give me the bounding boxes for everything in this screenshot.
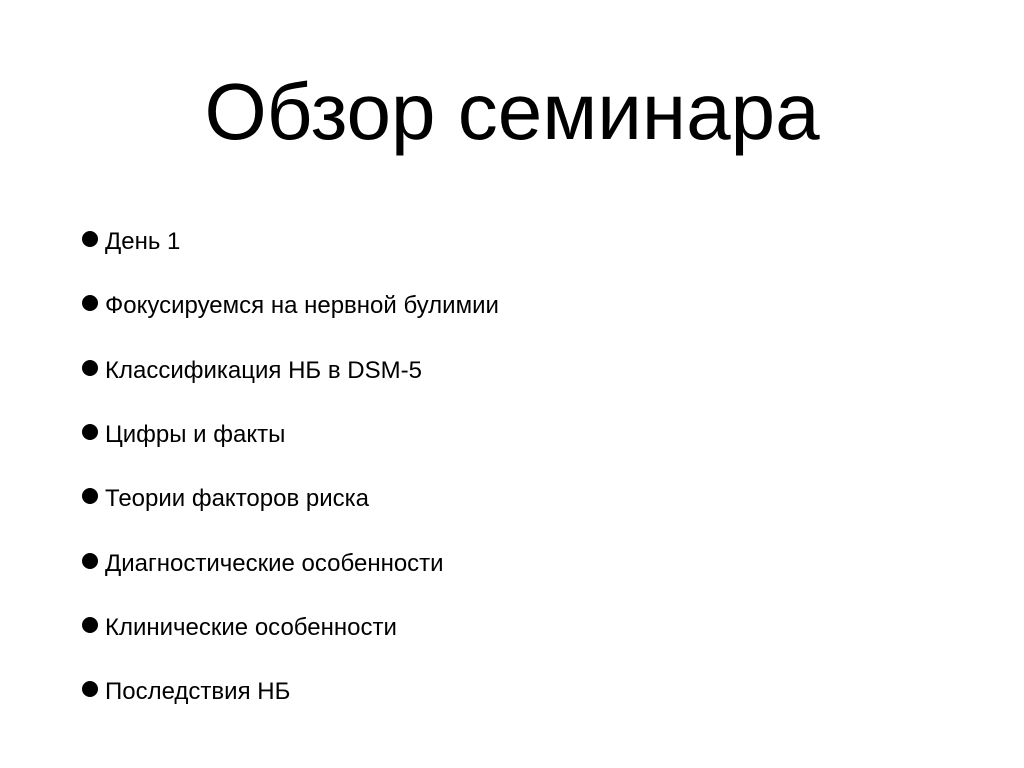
bullet-dot-icon [82,231,98,247]
list-item [82,403,499,467]
bullet-dot-icon [82,681,98,697]
bullet-dot-icon [82,553,98,569]
bullet-dot-icon [82,295,98,311]
list-item [82,467,499,531]
list-item [82,596,499,660]
bullet-dot-icon [82,617,98,633]
bullet-text: Последствия НБ [105,678,291,706]
bullet-text: Классификация НБ в DSM-5 [105,356,422,384]
list-item [82,531,499,595]
bullet-text: День 1 [105,228,181,256]
list-item [82,339,499,403]
list-item [82,660,499,724]
bullet-text: Теории факторов риска [105,485,370,513]
bullet-text: Клинические особенности [105,613,397,641]
bullet-text: Фокусируемся на нервной булимии [105,292,499,320]
bullet-text: Диагностические особенности [105,549,444,577]
slide-title: Обзор семинара [204,67,820,156]
bullet-list [82,210,499,724]
bullet-dot-icon [82,424,98,440]
bullet-text: Цифры и факты [105,421,286,449]
list-item [82,274,499,338]
bullet-dot-icon [82,488,98,504]
list-item [82,210,499,274]
bullet-dot-icon [82,360,98,376]
